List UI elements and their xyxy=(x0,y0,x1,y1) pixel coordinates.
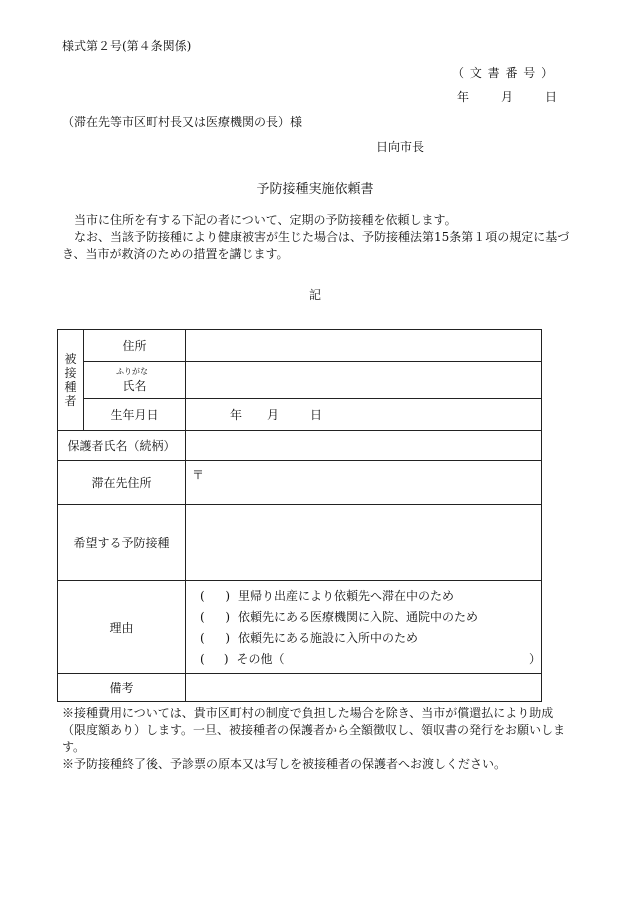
date-day: 日 xyxy=(544,90,557,104)
ki-heading: 記 xyxy=(308,288,321,302)
row-name xyxy=(58,362,542,399)
note-2: ※予防接種終了後、予診票の原本又は写しを被接種者の保護者へお渡しください。 xyxy=(62,757,507,771)
reason-option-2[interactable] xyxy=(200,606,541,627)
guardian-label: 保護者氏名（続柄） xyxy=(58,431,186,461)
name-label: 氏名 xyxy=(122,378,147,393)
reason-checkbox-3[interactable]: ( ) xyxy=(200,630,230,645)
reason-text-3: 依頼先にある施設に入所中のため xyxy=(238,631,419,645)
document-title: 予防接種実施依頼書 xyxy=(256,182,374,197)
addressee: （滞在先等市区町村長又は医療機関の長）様 xyxy=(62,115,303,129)
form-id: 様式第２号(第４条関係) xyxy=(62,39,192,53)
section-char-1: 被 xyxy=(64,352,77,366)
issue-date xyxy=(457,88,557,105)
reason-option-3[interactable] xyxy=(200,627,541,648)
name-field[interactable] xyxy=(186,362,542,399)
note-1: ※接種費用については、貴市区町村の制度で負担した場合を除き、当市が償還払により助成（限度額あり）します。一旦、被接種者の保護者から全額徴収し、領収書の発行をお願いします。 xyxy=(62,706,566,754)
remarks-field[interactable] xyxy=(186,674,542,702)
dob-month: 月 xyxy=(267,408,280,422)
postal-mark: 〒 xyxy=(192,468,205,482)
date-month: 月 xyxy=(500,90,513,104)
reason-other-open: その他（ xyxy=(236,652,285,666)
row-stay-address xyxy=(58,461,542,505)
row-dob xyxy=(58,399,542,431)
row-reason xyxy=(58,581,542,674)
reason-options xyxy=(186,581,542,674)
vaccinee-section-label xyxy=(58,330,84,431)
reason-checkbox-2[interactable]: ( ) xyxy=(200,609,230,624)
address-label: 住所 xyxy=(84,330,186,362)
reason-checkbox-other[interactable]: ( ) xyxy=(200,651,229,666)
reason-text-other[interactable] xyxy=(237,650,541,667)
row-address xyxy=(58,330,542,362)
vaccine-field[interactable] xyxy=(186,505,542,581)
remarks-label: 備考 xyxy=(58,674,186,702)
reason-option-1[interactable] xyxy=(200,585,541,606)
reason-text-2: 依頼先にある医療機関に入院、通院中のため xyxy=(238,610,479,624)
body-paragraph-1: 当市に住所を有する下記の者について、定期の予防接種を依頼します。 xyxy=(74,213,457,227)
reason-text-1: 里帰り出産により依頼先へ滞在中のため xyxy=(238,589,455,603)
dob-day: 日 xyxy=(310,408,323,422)
row-vaccine xyxy=(58,505,542,581)
row-remarks xyxy=(58,674,542,702)
body-text xyxy=(62,212,574,263)
row-guardian xyxy=(58,431,542,461)
section-char-4: 者 xyxy=(64,394,77,408)
vaccine-label: 希望する予防接種 xyxy=(58,505,186,581)
reason-label: 理由 xyxy=(58,581,186,674)
notes xyxy=(62,705,574,773)
stay-address-field[interactable] xyxy=(186,461,542,505)
dob-label: 生年月日 xyxy=(84,399,186,431)
date-year: 年 xyxy=(457,90,470,104)
section-char-3: 種 xyxy=(64,380,77,394)
dob-year: 年 xyxy=(230,408,243,422)
body-paragraph-2: なお、当該予防接種により健康被害が生じた場合は、予防接種法第15条第１項の規定に基づき、当市が救済のための措置を講じます。 xyxy=(62,230,570,261)
section-char-2: 接 xyxy=(64,366,77,380)
stay-address-label: 滞在先住所 xyxy=(58,461,186,505)
reason-option-other[interactable] xyxy=(200,648,541,669)
request-form-table xyxy=(57,329,542,702)
address-field[interactable] xyxy=(186,330,542,362)
reason-other-close: ） xyxy=(528,652,541,666)
name-label-cell xyxy=(84,362,186,399)
furigana-label: ふりがな xyxy=(116,366,148,376)
guardian-field[interactable] xyxy=(186,431,542,461)
issuer: 日向市長 xyxy=(376,140,425,154)
dob-field[interactable] xyxy=(186,399,542,431)
document-number: （ 文 書 番 号 ） xyxy=(452,66,555,80)
reason-checkbox-1[interactable]: ( ) xyxy=(200,588,230,603)
